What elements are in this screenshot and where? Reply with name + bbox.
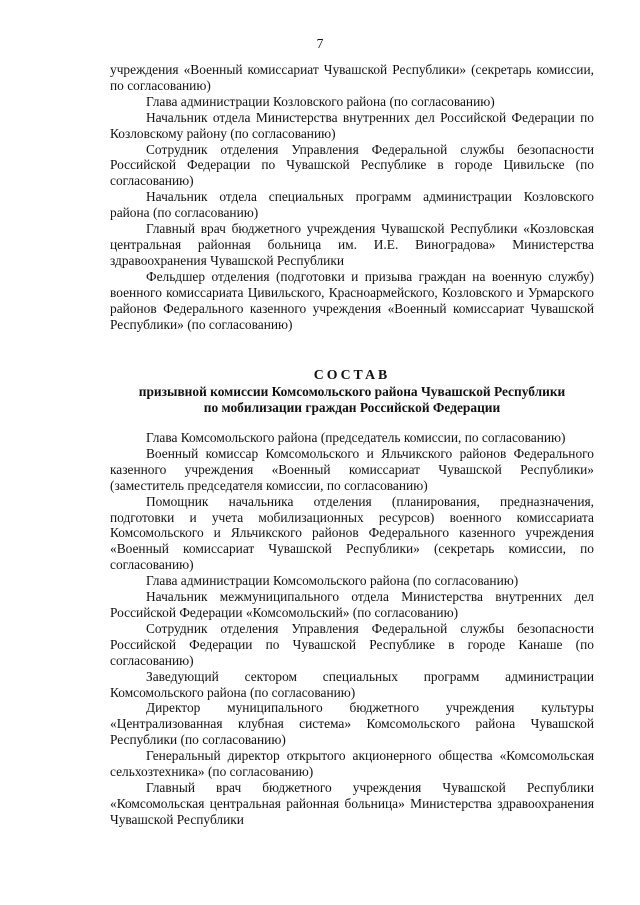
member-paragraph: учреждения «Военный комиссариат Чувашской Республики» (секретарь комиссии, по согласованию)	[110, 62, 594, 93]
member-paragraph: Помощник начальника отделения (планирования, предназначения, подготовки и учета мобилизационных ресурсов) военного комиссариата Комсомольского и Яльчикского районов Федерального казенного учреждения «Военный комиссариат Чувашской Республики» (секретарь комиссии, по согласованию)	[110, 493, 594, 573]
member-paragraph: Начальник отдела специальных программ администрации Козловского района (по согласованию)	[110, 189, 594, 221]
member-paragraph: Глава администрации Козловского района (по согласованию)	[146, 93, 495, 109]
member-paragraph: Глава Комсомольского района (председатель комиссии, по согласованию)	[146, 430, 566, 445]
komsomolsky-commission-members-list	[110, 430, 594, 828]
member-paragraph: Директор муниципального бюджетного учреждения культуры «Централизованная клубная система» Комсомольского района Чувашской Республики (по согласованию)	[110, 700, 594, 748]
member-paragraph: Начальник межмуниципального отдела Министерства внутренних дел Российской Федерации «Комсомольский» (по согласованию)	[110, 589, 594, 620]
member-paragraph: Начальник отдела Министерства внутренних дел Российской Федерации по Козловскому району (по согласованию)	[110, 109, 594, 141]
member-paragraph: Сотрудник отделения Управления Федеральной службы безопасности Российской Федерации по Чувашской Республике в городе Канаше (по согласованию)	[110, 620, 594, 668]
member-paragraph: Фельдшер отделения (подготовки и призыва граждан на военную службу) военного комиссариата Цивильского, Красноармейского, Козловского и Урмарского районов Федерального казенного учреждения «Военный комиссариат Чувашской Республики» (по согласованию)	[110, 268, 594, 332]
composition-subtitle-line: по мобилизации граждан Российской Федерации	[203, 400, 501, 415]
member-paragraph: Сотрудник отделения Управления Федеральной службы безопасности Российской Федерации по Чувашской Республике в городе Цивильске (по согласованию)	[110, 141, 594, 189]
member-paragraph: Главный врач бюджетного учреждения Чувашской Республики «Козловская центральная районная больница им. И.Е. Виноградова» Министерства здравоохранения Чувашской Республики	[110, 221, 594, 268]
previous-commission-members-list	[110, 62, 594, 332]
composition-subtitle	[110, 384, 594, 416]
composition-subtitle-line: призывной комиссии Комсомольского района Чувашской Республики	[138, 384, 566, 399]
member-paragraph: Генеральный директор открытого акционерного общества «Комсомольская сельхозтехника» (по согласованию)	[110, 748, 594, 780]
page-number: 7	[316, 36, 324, 51]
member-paragraph: Главный врач бюджетного учреждения Чувашской Республики «Комсомольская центральная районная больница» Министерства здравоохранения Чувашской Республики	[110, 779, 594, 827]
member-paragraph: Глава администрации Комсомольского района (по согласованию)	[146, 573, 519, 589]
composition-title: СОСТАВ	[313, 367, 391, 382]
member-paragraph: Заведующий сектором специальных программ администрации Комсомольского района (по согласованию)	[110, 668, 594, 700]
member-paragraph: Военный комиссар Комсомольского и Яльчикского районов Федерального казенного учреждения «Военный комиссариат Чувашской Республики» (заместитель председателя комиссии, по согласованию)	[110, 445, 594, 493]
